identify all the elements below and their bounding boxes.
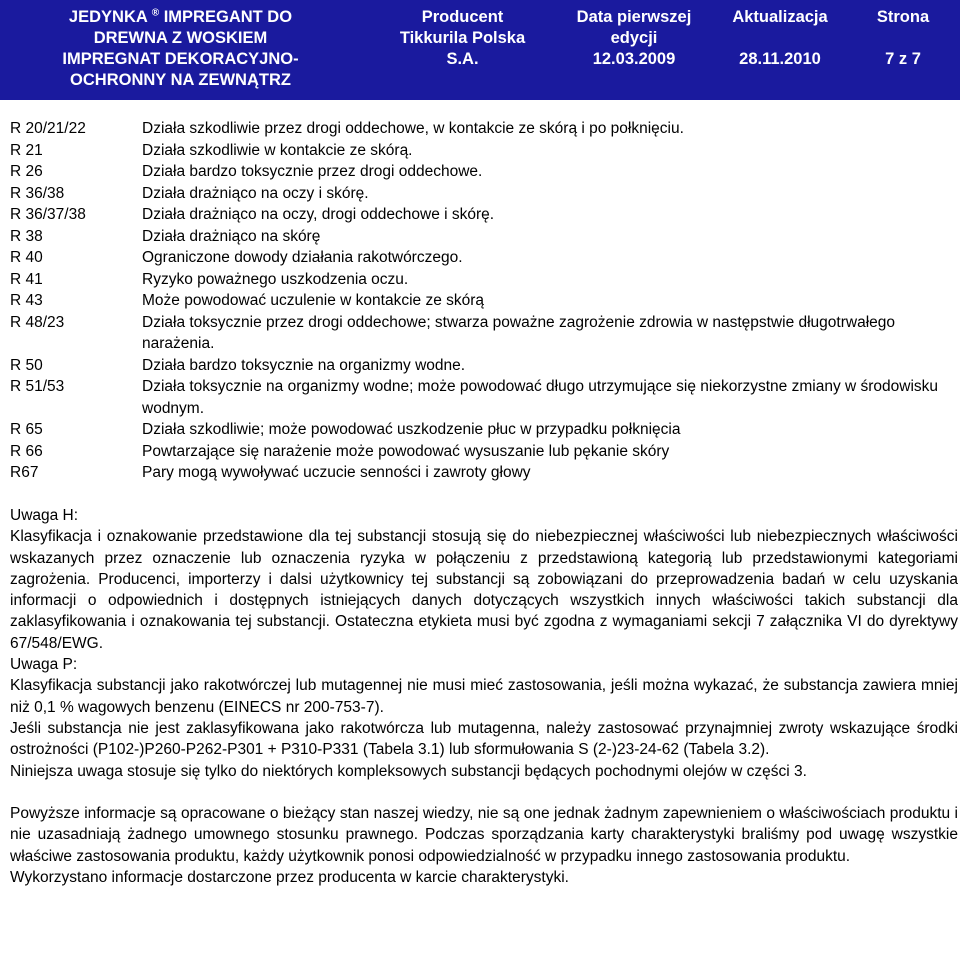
r-phrase-code: R 20/21/22 [10,120,86,137]
r-phrase-code: R 65 [10,421,43,438]
r-phrase-code: R 43 [10,292,43,309]
r-phrase-code: R 41 [10,270,43,288]
r-phrase-text: Działa drażniąco na oczy i skórę. [142,184,369,202]
source-info-text: Wykorzystano informacje dostarczone przez producenta w karcie charakterystyki. [10,869,569,887]
r-phrase-code: R 36/37/38 [10,206,86,223]
note-p-title: Uwaga P: [10,656,78,674]
note-p-text1: Klasyfikacja substancji jako rakotwórczej lub mutagennej nie musi mieć zastosowania, jeśli można wykazać, że substancja zawiera mniej niż 0,1 % wagowych benzenu (EINECS nr 200-753-7). [10,677,958,716]
r-phrase-row [10,441,955,463]
r-phrase-row [10,269,955,291]
product-name-line4: OCHRONNY NA ZEWNĄTRZ [70,71,291,89]
r-phrase-text: Działa bardzo toksycznie przez drogi oddechowe. [142,163,483,180]
r-phrase-code: R 26 [10,163,43,180]
update-value: 28.11.2010 [739,50,821,68]
r-phrase-row [10,290,955,312]
update-cell [715,7,845,70]
page-spacer [846,28,960,49]
update-label: Aktualizacja [732,8,828,26]
r-phrase-code: R67 [10,464,39,481]
r-phrase-text: Działa szkodliwie przez drogi oddechowe, w kontakcie ze skórą i po połknięciu. [142,120,684,137]
r-phrases-list [10,118,955,484]
disclaimer-text: Powyższe informacje są opracowane o bieżący stan naszej wiedzy, nie są one jednak żadnym zapewnieniem o właściwościach produktu i nie uzasadniają żadnego umownego stosunku prawnego. Podczas sporządzania karty charakterystyki braliśmy pod uwagę wszystkie właściwe zastosowania produktu, każdy użytkownik ponosi odpowiedzialność w przypadku innego zastosowania produktu. [10,805,958,865]
update-spacer [715,28,845,49]
r-phrase-code: R 21 [10,141,43,159]
r-phrase-row [10,161,955,183]
note-h-text: Klasyfikacja i oznakowanie przedstawione dla tej substancji stosują się do niebezpiecznej właściwości lub niebezpiecznych właściwości wskazanych przez oznaczenie lub oznaczenia ryzyka w połączeniu z przedstawioną kategorią lub przedstawionymi kategoriami zagrożenia. Producenci, importerzy i dalsi użytkownicy tej substancji są zobowiązani do przeprowadzenia badań w celu uzyskania informacji o odpowiednich i dostępnych istniejących danych dotyczących wszystkich innych właściwości takich substancji dla zaklasyfikowania i oznakowania tej substancji. Ostateczna etykieta musi być zgodna z wymaganiami sekcji 7 załącznika VI do dyrektywy 67/548/EWG. [10,528,958,652]
note-p-text2: Jeśli substancja nie jest zaklasyfikowana jako rakotwórcza lub mutagenna, należy zastosować przynajmniej zwroty wskazujące środki ostrożności (P102-)P260-P262-P301 + P310-P331 (Tabela 3.1) lub sformułowania S (2-)23-24-62 (Tabela 3.2). [10,719,958,759]
r-phrase-row [10,355,955,377]
r-phrase-text: Działa toksycznie przez drogi oddechowe; stwarza poważne zagrożenie zdrowia w następstwie długotrwałego narażenia. [142,313,896,352]
r-phrase-text: Powtarzające się narażenie może powodować wysuszanie lub pękanie skóry [142,442,670,460]
first-edition-value: 12.03.2009 [592,50,676,68]
producer-cell [385,7,540,70]
r-phrase-row [10,419,955,441]
product-name-line1-rest: IMPREGANT DO [159,8,293,26]
first-edition-cell [553,7,715,70]
r-phrase-row [10,118,955,140]
r-phrase-code: R 51/53 [10,378,65,395]
r-phrase-code: R 48/23 [10,313,65,331]
r-phrase-row [10,183,955,205]
spacer [10,782,958,803]
r-phrase-text: Może powodować uczulenie w kontakcie ze skórą [142,292,485,309]
r-phrase-code: R 40 [10,249,43,266]
r-phrase-row [10,312,955,355]
first-edition-label-line1: Data pierwszej [576,8,692,26]
r-phrase-row [10,204,955,226]
page-value: 7 z 7 [885,50,921,68]
registered-mark: ® [151,7,160,19]
producer-value-line1: Tikkurila Polska [399,29,526,47]
r-phrase-code: R 66 [10,442,43,460]
r-phrase-text: Działa bardzo toksycznie na organizmy wodne. [142,356,466,374]
r-phrase-row [10,140,955,162]
r-phrase-text: Pary mogą wywoływać uczucie senności i zawroty głowy [142,464,531,481]
r-phrase-text: Ograniczone dowody działania rakotwórczego. [142,249,463,266]
r-phrase-text: Działa szkodliwie; może powodować uszkodzenie płuc w przypadku połknięcia [142,421,681,438]
product-name-line3: IMPREGNAT DEKORACYJNO- [62,50,299,68]
r-phrase-code: R 38 [10,227,43,245]
producer-value-line2: S.A. [446,50,479,68]
r-phrase-text: Działa drażniąco na oczy, drogi oddechowe i skórę. [142,206,495,223]
first-edition-label-line2: edycji [610,29,658,47]
r-phrase-text: Działa drażniąco na skórę [142,227,321,245]
product-name-brand: JEDYNKA [68,8,148,26]
product-name-cell [28,7,333,91]
r-phrase-code: R 50 [10,356,43,374]
product-name-line2: DREWNA Z WOSKIEM [93,29,268,47]
r-phrase-code: R 36/38 [10,184,65,202]
r-phrase-text: Działa toksycznie na organizmy wodne; może powodować długo utrzymujące się niekorzystne zmiany w środowisku wodnym. [142,378,939,417]
r-phrase-row [10,247,955,269]
producer-label: Producent [421,8,504,26]
notes-section [10,505,958,888]
document-header [0,0,960,100]
note-p-text3: Niniejsza uwaga stosuje się tylko do niektórych kompleksowych substancji będących pochodnymi olejów w części 3. [10,762,807,780]
r-phrase-text: Działa szkodliwie w kontakcie ze skórą. [142,141,413,159]
r-phrase-row [10,462,955,484]
product-name-line1 [28,7,333,28]
note-h-title: Uwaga H: [10,507,79,524]
r-phrase-text: Ryzyko poważnego uszkodzenia oczu. [142,270,409,288]
r-phrase-row [10,226,955,248]
page-label: Strona [876,8,930,26]
r-phrase-row [10,376,955,419]
page-cell [846,7,960,70]
